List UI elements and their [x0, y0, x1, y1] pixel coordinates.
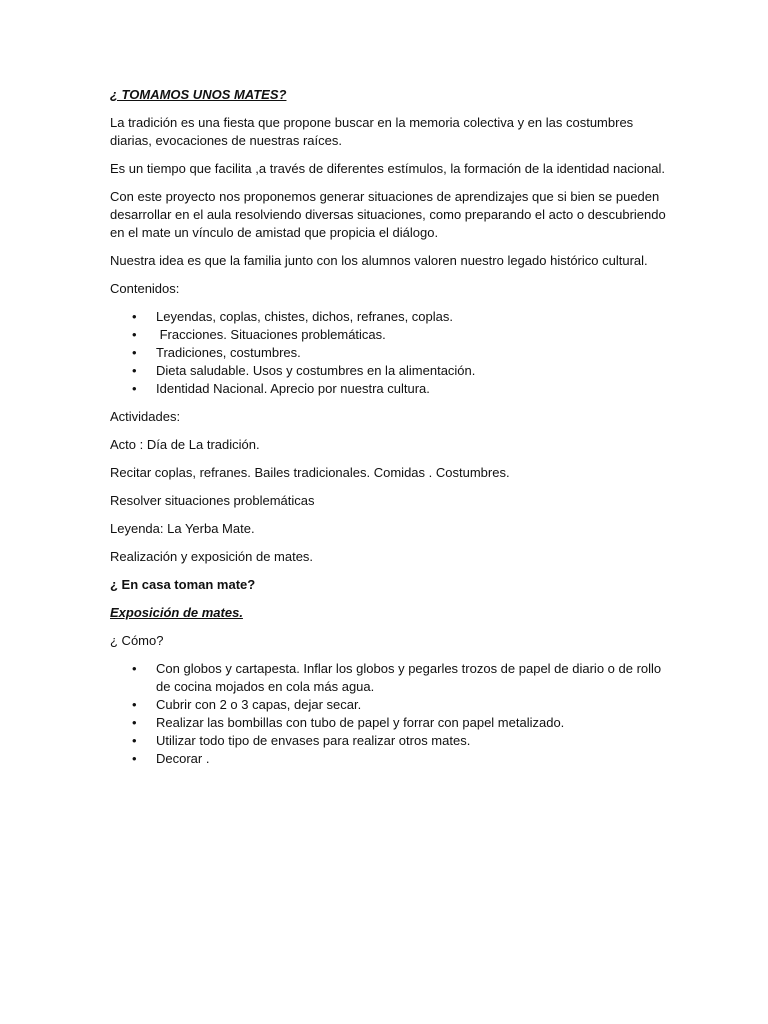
contenidos-label: Contenidos: — [110, 281, 180, 296]
list-item-text: Fracciones. Situaciones problemáticas. — [156, 327, 386, 342]
list-item — [110, 732, 670, 750]
bullet-icon: • — [132, 661, 137, 676]
list-item — [110, 714, 670, 732]
list-item — [110, 326, 670, 344]
list-item-text: Cubrir con 2 o 3 capas, dejar secar. — [156, 697, 362, 712]
list-item-text: Dieta saludable. Usos y costumbres en la alimentación. — [156, 363, 476, 378]
exposicion-list — [110, 660, 670, 768]
actividad-line: Resolver situaciones problemáticas — [110, 493, 315, 508]
contenidos-list — [110, 308, 670, 398]
list-item-text: Decorar . — [156, 751, 210, 766]
bullet-icon: • — [132, 363, 137, 378]
bullet-icon: • — [132, 751, 137, 766]
list-item — [110, 380, 670, 398]
actividad-line: Leyenda: La Yerba Mate. — [110, 521, 255, 536]
list-item — [110, 696, 670, 714]
document-body — [110, 86, 670, 778]
list-item-text: Identidad Nacional. Aprecio por nuestra cultura. — [156, 381, 430, 396]
bullet-icon: • — [132, 381, 137, 396]
list-item-text: Utilizar todo tipo de envases para realizar otros mates. — [156, 733, 471, 748]
list-item-text: Tradiciones, costumbres. — [156, 345, 301, 360]
question-heading: ¿ En casa toman mate? — [110, 577, 256, 592]
list-item — [110, 344, 670, 362]
bullet-icon: • — [132, 733, 137, 748]
paragraph-idea: Nuestra idea es que la familia junto con los alumnos valoren nuestro legado histórico cultural. — [110, 253, 648, 268]
list-item-text: Leyendas, coplas, chistes, dichos, refranes, coplas. — [156, 309, 453, 324]
list-item — [110, 750, 670, 768]
paragraph-tiempo: Es un tiempo que facilita ,a través de diferentes estímulos, la formación de la identidad nacional. — [110, 161, 665, 176]
document-title: ¿ TOMAMOS UNOS MATES? — [110, 87, 287, 102]
bullet-icon: • — [132, 715, 137, 730]
bullet-icon: • — [132, 345, 137, 360]
actividad-line: Realización y exposición de mates. — [110, 549, 314, 564]
exposicion-heading: Exposición de mates. — [110, 605, 243, 620]
list-item — [110, 660, 670, 696]
paragraph-proyecto: Con este proyecto nos proponemos generar situaciones de aprendizajes que si bien se pueden desarrollar en el aula resolviendo diversas situaciones, como preparando el acto o descubriendo en el mate un vínculo de amistad que propicia el diálogo. — [110, 189, 666, 240]
bullet-icon: • — [132, 327, 137, 342]
bullet-icon: • — [132, 697, 137, 712]
como-label: ¿ Cómo? — [110, 633, 164, 648]
actividad-line: Recitar coplas, refranes. Bailes tradicionales. Comidas . Costumbres. — [110, 465, 510, 480]
list-item-text: Con globos y cartapesta. Inflar los globos y pegarles trozos de papel de diario o de rollo de cocina mojados en cola más agua. — [156, 661, 662, 694]
bullet-icon: • — [132, 309, 137, 324]
paragraph-tradicion: La tradición es una fiesta que propone buscar en la memoria colectiva y en las costumbres diarias, evocaciones de nuestras raíces. — [110, 115, 634, 148]
actividad-line: Acto : Día de La tradición. — [110, 437, 260, 452]
actividades-label: Actividades: — [110, 409, 181, 424]
list-item-text: Realizar las bombillas con tubo de papel y forrar con papel metalizado. — [156, 715, 565, 730]
list-item — [110, 308, 670, 326]
list-item — [110, 362, 670, 380]
